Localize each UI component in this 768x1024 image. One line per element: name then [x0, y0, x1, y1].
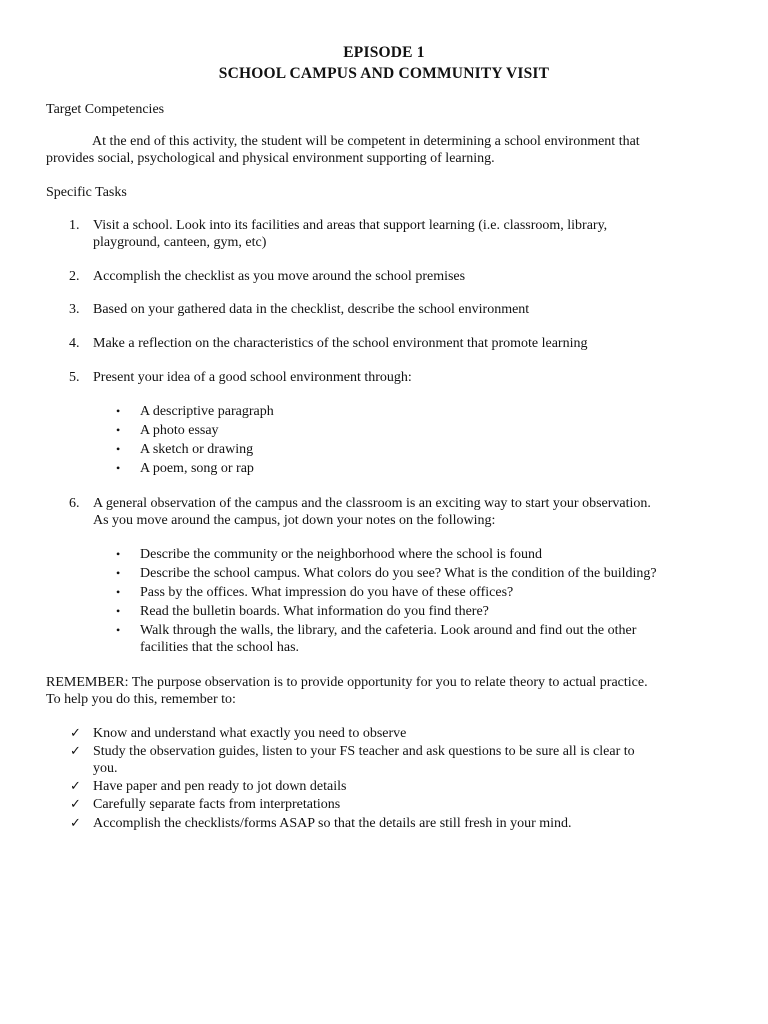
- bullet-icon: •: [116, 623, 121, 637]
- paragraph-line: REMEMBER: The purpose observation is to provide opportunity for you to relate theory to actual practice.: [46, 675, 648, 690]
- list-item-text: A photo essay: [140, 423, 219, 438]
- specific-tasks-heading: Specific Tasks: [46, 185, 127, 200]
- check-icon: ✓: [70, 816, 81, 831]
- bullet-icon: •: [116, 566, 121, 580]
- paragraph-line: To help you do this, remember to:: [46, 692, 236, 707]
- check-icon: ✓: [70, 744, 81, 759]
- target-competencies-paragraph: [46, 133, 726, 167]
- task-text: [93, 495, 729, 529]
- check-icon: ✓: [70, 726, 81, 741]
- task-number: 1.: [69, 218, 80, 233]
- task-text: [93, 217, 729, 251]
- checklist-item-text: Have paper and pen ready to jot down details: [93, 779, 347, 794]
- check-icon: ✓: [70, 797, 81, 812]
- bullet-icon: •: [116, 461, 121, 475]
- bullet-icon: •: [116, 547, 121, 561]
- list-item-text: [140, 622, 730, 656]
- bullet-icon: •: [116, 442, 121, 456]
- task-line: Make a reflection on the characteristics of the school environment that promote learning: [93, 336, 588, 351]
- task-line: Based on your gathered data in the checklist, describe the school environment: [93, 302, 530, 317]
- list-item-text: Pass by the offices. What impression do you have of these offices?: [140, 585, 514, 600]
- task-text: [93, 268, 729, 285]
- task-number: 2.: [69, 269, 80, 284]
- remember-paragraph: [46, 674, 726, 708]
- bullet-icon: •: [116, 604, 121, 618]
- list-item-text: Describe the community or the neighborhood where the school is found: [140, 547, 543, 562]
- list-item-text: A descriptive paragraph: [140, 404, 274, 419]
- task-line: As you move around the campus, jot down your notes on the following:: [93, 513, 496, 528]
- task-number: 5.: [69, 370, 80, 385]
- task-line: Visit a school. Look into its facilities and areas that support learning (i.e. classroom, library,: [93, 218, 608, 233]
- task-text: [93, 301, 729, 318]
- bullet-icon: •: [116, 423, 121, 437]
- bullet-icon: •: [116, 404, 121, 418]
- paragraph-line: At the end of this activity, the student will be competent in determining a school environment that: [92, 134, 640, 149]
- task-number: 3.: [69, 302, 80, 317]
- list-item-line: facilities that the school has.: [140, 640, 300, 655]
- episode-title: EPISODE 1: [343, 44, 425, 61]
- bullet-icon: •: [116, 585, 121, 599]
- task-line: playground, canteen, gym, etc): [93, 235, 267, 250]
- checklist-item-line: you.: [93, 761, 118, 776]
- paragraph-line: provides social, psychological and physical environment supporting of learning.: [46, 151, 495, 166]
- task-number: 6.: [69, 496, 80, 511]
- checklist-item-text: Accomplish the checklists/forms ASAP so that the details are still fresh in your mind.: [93, 816, 572, 831]
- task-text: [93, 369, 729, 386]
- task-text: [93, 335, 729, 352]
- checklist-item-line: Study the observation guides, listen to your FS teacher and ask questions to be sure all is clear to: [93, 744, 635, 759]
- task-number: 4.: [69, 336, 80, 351]
- episode-subtitle: SCHOOL CAMPUS AND COMMUNITY VISIT: [218, 65, 550, 82]
- checklist-item-text: Know and understand what exactly you need to observe: [93, 726, 407, 741]
- list-item-line: Walk through the walls, the library, and the cafeteria. Look around and find out the other: [140, 623, 637, 638]
- task-line: Present your idea of a good school environment through:: [93, 370, 412, 385]
- list-item-text: A poem, song or rap: [140, 461, 254, 476]
- list-item-text: A sketch or drawing: [140, 442, 254, 457]
- task-line: Accomplish the checklist as you move around the school premises: [93, 269, 466, 284]
- list-item-text: Describe the school campus. What colors do you see? What is the condition of the building?: [140, 566, 657, 581]
- checklist-item-text: Carefully separate facts from interpretations: [93, 797, 341, 812]
- checklist-item-text: [93, 743, 718, 777]
- check-icon: ✓: [70, 779, 81, 794]
- target-competencies-heading: Target Competencies: [46, 102, 165, 117]
- task-line: A general observation of the campus and the classroom is an exciting way to start your observation.: [93, 496, 651, 511]
- list-item-text: Read the bulletin boards. What information do you find there?: [140, 604, 489, 619]
